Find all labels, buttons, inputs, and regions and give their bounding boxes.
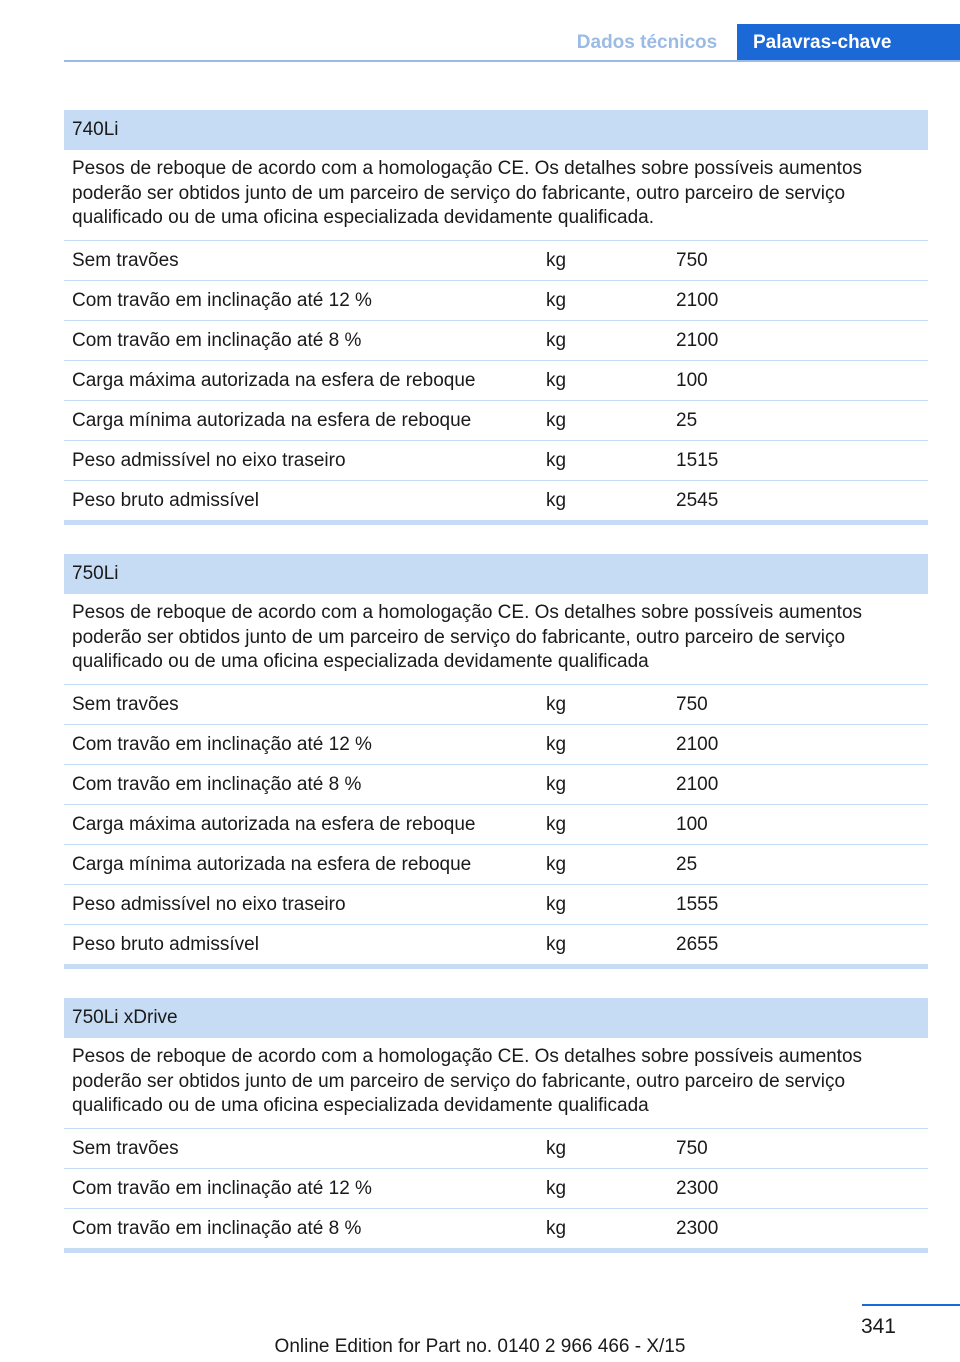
row-label: Peso bruto admissível: [72, 489, 259, 511]
table-row: [64, 1209, 928, 1248]
row-unit: kg: [546, 773, 567, 795]
row-value: 100: [676, 813, 708, 835]
row-unit: kg: [546, 933, 567, 955]
table-title: 750Li: [64, 554, 928, 594]
table-end-bar: [64, 1248, 928, 1253]
row-unit: kg: [546, 289, 567, 311]
table-title: 750Li xDrive: [64, 998, 928, 1038]
table-row: [64, 481, 928, 520]
tab-palavras-chave[interactable]: Palavras-chave: [737, 24, 960, 61]
table-row: [64, 845, 928, 885]
row-label: Sem travões: [72, 693, 179, 715]
row-value: 2100: [676, 329, 719, 351]
row-unit: kg: [546, 1217, 567, 1239]
row-label: Carga máxima autorizada na esfera de reboque: [72, 369, 476, 391]
row-label: Carga mínima autorizada na esfera de reboque: [72, 853, 472, 875]
row-label: Com travão em inclinação até 8 %: [72, 329, 362, 351]
table-title: 740Li: [64, 110, 928, 150]
row-unit: kg: [546, 409, 567, 431]
row-label: Com travão em inclinação até 8 %: [72, 1217, 362, 1239]
row-unit: kg: [546, 369, 567, 391]
row-unit: kg: [546, 449, 567, 471]
table-row: [64, 765, 928, 805]
table-row: [64, 281, 928, 321]
row-label: Carga máxima autorizada na esfera de reboque: [72, 813, 476, 835]
row-unit: kg: [546, 853, 567, 875]
row-unit: kg: [546, 893, 567, 915]
table-row: [64, 361, 928, 401]
row-value: 2545: [676, 489, 719, 511]
row-label: Sem travões: [72, 249, 179, 271]
row-label: Peso admissível no eixo traseiro: [72, 449, 346, 471]
row-value: 2100: [676, 289, 719, 311]
table-row: [64, 401, 928, 441]
row-label: Com travão em inclinação até 12 %: [72, 1177, 372, 1199]
row-label: Com travão em inclinação até 8 %: [72, 773, 362, 795]
row-unit: kg: [546, 693, 567, 715]
row-unit: kg: [546, 813, 567, 835]
row-unit: kg: [546, 489, 567, 511]
spec-table-750li-xdrive: [64, 998, 928, 1253]
spec-table-740li: [64, 110, 928, 525]
row-value: 1555: [676, 893, 719, 915]
row-value: 1515: [676, 449, 719, 471]
page-number: 341: [860, 1315, 896, 1338]
table-row: [64, 725, 928, 765]
row-value: 25: [676, 409, 698, 431]
table-row: [64, 1129, 928, 1169]
table-note: Pesos de reboque de acordo com a homologação CE. Os detalhes sobre possíveis aumentos poderão ser obtidos junto de um parceiro de serviço do fabricante, outro parceiro de serviço qualificado ou de uma oficina especializada devidamente qualificada.: [64, 150, 928, 241]
row-unit: kg: [546, 1177, 567, 1199]
table-row: [64, 925, 928, 964]
row-value: 750: [676, 693, 708, 715]
row-value: 2100: [676, 773, 719, 795]
table-end-bar: [64, 520, 928, 525]
row-unit: kg: [546, 249, 567, 271]
footer-divider: [862, 1304, 960, 1306]
row-value: 2300: [676, 1217, 719, 1239]
row-value: 25: [676, 853, 698, 875]
row-value: 100: [676, 369, 708, 391]
row-value: 2655: [676, 933, 719, 955]
table-note: Pesos de reboque de acordo com a homologação CE. Os detalhes sobre possíveis aumentos poderão ser obtidos junto de um parceiro de serviço do fabricante, outro parceiro de serviço qualificado ou de uma oficina especializada devidamente qualificada: [64, 1038, 928, 1129]
table-end-bar: [64, 964, 928, 969]
spec-table-750li: [64, 554, 928, 969]
table-row: [64, 805, 928, 845]
table-row: [64, 1169, 928, 1209]
row-value: 2100: [676, 733, 719, 755]
row-unit: kg: [546, 733, 567, 755]
table-row: [64, 441, 928, 481]
row-value: 2300: [676, 1177, 719, 1199]
row-label: Peso admissível no eixo traseiro: [72, 893, 346, 915]
row-label: Com travão em inclinação até 12 %: [72, 733, 372, 755]
row-label: Sem travões: [72, 1137, 179, 1159]
row-value: 750: [676, 249, 708, 271]
row-label: Peso bruto admissível: [72, 933, 259, 955]
row-value: 750: [676, 1137, 708, 1159]
tab-dados-tecnicos[interactable]: Dados técnicos: [576, 32, 718, 53]
row-label: Com travão em inclinação até 12 %: [72, 289, 372, 311]
row-label: Carga mínima autorizada na esfera de reboque: [72, 409, 472, 431]
header-divider: [64, 60, 960, 62]
table-row: [64, 321, 928, 361]
table-row: [64, 241, 928, 281]
table-row: [64, 685, 928, 725]
row-unit: kg: [546, 1137, 567, 1159]
row-unit: kg: [546, 329, 567, 351]
table-row: [64, 885, 928, 925]
table-note: Pesos de reboque de acordo com a homologação CE. Os detalhes sobre possíveis aumentos poderão ser obtidos junto de um parceiro de serviço do fabricante, outro parceiro de serviço qualificado ou de uma oficina especializada devidamente qualificada: [64, 594, 928, 685]
edition-footer: Online Edition for Part no. 0140 2 966 466 - X/15: [274, 1336, 686, 1357]
